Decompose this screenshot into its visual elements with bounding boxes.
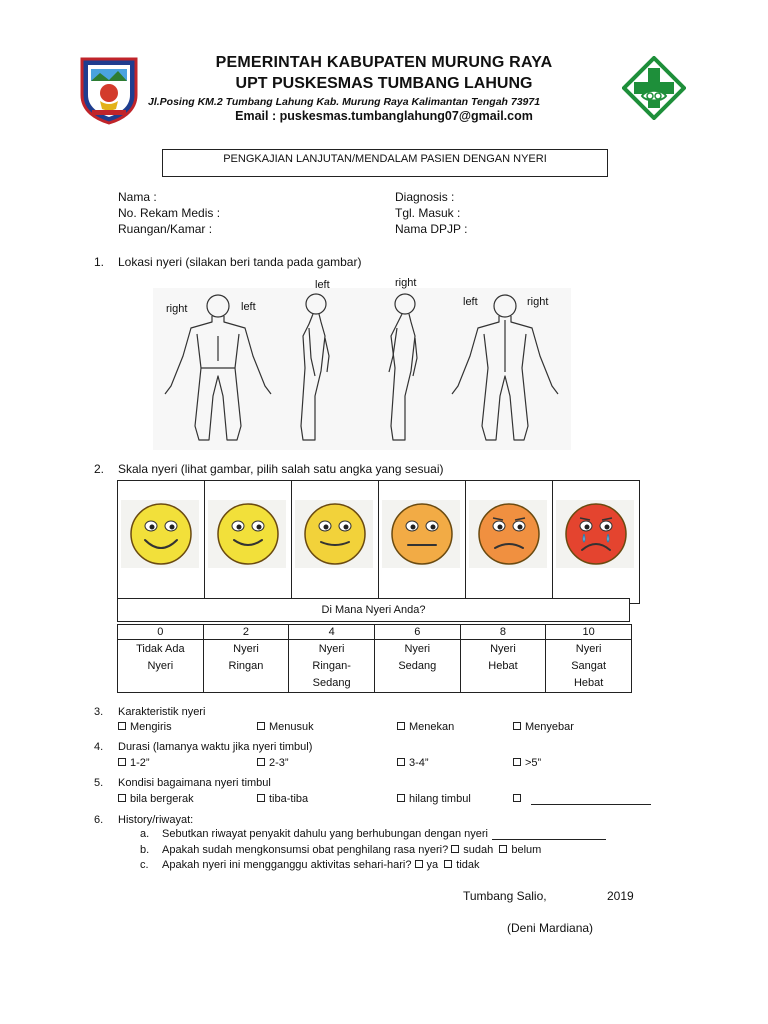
label-right-front: right: [166, 303, 188, 315]
scale-value-4[interactable]: 4: [289, 625, 375, 640]
body-figures-diagram[interactable]: [153, 276, 571, 452]
option-over-5[interactable]: >5”: [513, 757, 541, 769]
section5-heading: Kondisi bagaimana nyeri timbul: [118, 777, 271, 789]
option-3-4[interactable]: 3-4”: [397, 757, 429, 769]
signature-place: Tumbang Salio,: [463, 889, 547, 903]
label-right-back: right: [527, 296, 549, 308]
signature-name: (Deni Mardiana): [507, 921, 594, 935]
scale-label-8: Nyeri Hebat: [460, 640, 546, 693]
face-pupil-right: [170, 525, 175, 530]
face-head: [218, 504, 278, 564]
section3-number: 3.: [94, 706, 104, 718]
other-blank-line[interactable]: [531, 804, 651, 805]
scale-label-0: Tidak Ada Nyeri: [118, 640, 204, 693]
checkbox[interactable]: [118, 794, 126, 802]
face-6-icon: [380, 482, 464, 597]
face-cell-2[interactable]: [205, 481, 292, 604]
checkbox[interactable]: [257, 794, 265, 802]
face-pupil-left: [498, 525, 503, 530]
scale-value-2[interactable]: 2: [203, 625, 289, 640]
option-1-2[interactable]: 1-2”: [118, 757, 150, 769]
body-side-left-figure: [301, 294, 329, 440]
option-other[interactable]: [513, 793, 651, 805]
history-c-label: c.: [140, 859, 149, 871]
section2-number: 2.: [94, 462, 105, 476]
face-pupil-left: [411, 525, 416, 530]
field-rekam-medis: No. Rekam Medis :: [118, 206, 221, 220]
face-pupil-right: [518, 525, 523, 530]
face-8-icon: [467, 482, 551, 597]
scale-label-6: Nyeri Sedang: [374, 640, 460, 693]
header-address: Jl.Posing KM.2 Tumbang Lahung Kab. Murung Raya Kalimantan Tengah 73971: [148, 96, 541, 108]
checkbox[interactable]: [118, 758, 126, 766]
body-back-figure: [452, 295, 558, 440]
signature-year: 2019: [607, 889, 634, 903]
field-dpjp: Nama DPJP :: [395, 222, 468, 236]
option-2-3[interactable]: 2-3”: [257, 757, 289, 769]
checkbox-ya[interactable]: [415, 860, 423, 868]
face-pupil-right: [431, 525, 436, 530]
section1-heading: Lokasi nyeri (silakan beri tanda pada gambar): [118, 255, 362, 269]
history-a-blank-line[interactable]: [492, 839, 606, 840]
face-10-icon: [554, 482, 638, 597]
label-left-side: left: [315, 279, 330, 291]
label-left-front: left: [241, 301, 256, 313]
history-b-label: b.: [140, 844, 150, 856]
face-0-icon: [119, 482, 203, 597]
option-menusuk[interactable]: Menusuk: [257, 721, 314, 733]
section4-heading: Durasi (lamanya waktu jika nyeri timbul): [118, 741, 313, 753]
face-pupil-left: [585, 525, 590, 530]
pain-face-table: [117, 480, 640, 604]
scale-value-0[interactable]: 0: [118, 625, 204, 640]
body-front-figure: [165, 295, 271, 440]
field-nama: Nama :: [118, 190, 157, 204]
checkbox[interactable]: [513, 722, 521, 730]
face-4-icon: [293, 482, 377, 597]
label-left-back: left: [463, 296, 478, 308]
header-government: PEMERINTAH KABUPATEN MURUNG RAYA: [215, 54, 553, 71]
checkbox-tidak[interactable]: [444, 860, 452, 868]
option-menekan[interactable]: Menekan: [397, 721, 454, 733]
face-cell-8[interactable]: [466, 481, 553, 604]
checkbox[interactable]: [257, 722, 265, 730]
checkbox[interactable]: [118, 722, 126, 730]
section6-number: 6.: [94, 814, 104, 826]
checkbox-sudah[interactable]: [451, 845, 459, 853]
field-diagnosis: Diagnosis :: [395, 190, 455, 204]
history-a-label: a.: [140, 828, 150, 840]
checkbox[interactable]: [397, 722, 405, 730]
history-c-row: Apakah nyeri ini mengganggu aktivitas sehari-hari? ya tidak: [162, 859, 480, 871]
face-head: [392, 504, 452, 564]
option-hilang-timbul[interactable]: hilang timbul: [397, 793, 471, 805]
face-pupil-right: [344, 525, 349, 530]
checkbox[interactable]: [397, 758, 405, 766]
face-pupil-left: [237, 525, 242, 530]
option-bila-bergerak[interactable]: bila bergerak: [118, 793, 194, 805]
label-right-side: right: [395, 277, 417, 289]
scale-value-8[interactable]: 8: [460, 625, 546, 640]
header-puskesmas: UPT PUSKESMAS TUMBANG LAHUNG: [235, 75, 533, 92]
scale-label-2: Nyeri Ringan: [203, 640, 289, 693]
checkbox-belum[interactable]: [499, 845, 507, 853]
face-head: [479, 504, 539, 564]
face-head: [131, 504, 191, 564]
scale-label-10: Nyeri Sangat Hebat: [546, 640, 632, 693]
face-pupil-left: [324, 525, 329, 530]
history-a-row: Sebutkan riwayat penyakit dahulu yang berhubungan dengan nyeri: [162, 828, 606, 840]
face-cell-10[interactable]: [553, 481, 640, 604]
body-side-right-figure: [389, 294, 417, 440]
face-2-icon: [206, 482, 290, 597]
scale-value-10[interactable]: 10: [546, 625, 632, 640]
checkbox[interactable]: [513, 794, 521, 802]
section6-heading: History/riwayat:: [118, 814, 194, 826]
face-head: [566, 504, 626, 564]
option-mengiris[interactable]: Mengiris: [118, 721, 172, 733]
face-cell-6[interactable]: [379, 481, 466, 604]
scale-value-6[interactable]: 6: [374, 625, 460, 640]
section2-heading: Skala nyeri (lihat gambar, pilih salah satu angka yang sesuai): [118, 462, 444, 476]
face-head: [305, 504, 365, 564]
checkbox[interactable]: [513, 758, 521, 766]
section5-number: 5.: [94, 777, 104, 789]
history-b-row: Apakah sudah mengkonsumsi obat penghilang rasa nyeri? sudah belum: [162, 844, 542, 856]
pain-question: Di Mana Nyeri Anda?: [117, 598, 630, 622]
option-tiba-tiba[interactable]: tiba-tiba: [257, 793, 308, 805]
checkbox[interactable]: [397, 794, 405, 802]
checkbox[interactable]: [257, 758, 265, 766]
pain-scale-labels: [117, 624, 632, 693]
face-pupil-right: [605, 525, 610, 530]
scale-label-4: Nyeri Ringan- Sedang: [289, 640, 375, 693]
face-pupil-right: [257, 525, 262, 530]
field-ruangan: Ruangan/Kamar :: [118, 222, 213, 236]
form-title: PENGKAJIAN LANJUTAN/MENDALAM PASIEN DENGAN NYERI: [162, 149, 608, 177]
header-email: Email : puskesmas.tumbanglahung07@gmail.com: [235, 109, 533, 123]
section4-number: 4.: [94, 741, 104, 753]
face-cell-0[interactable]: [118, 481, 205, 604]
section1-number: 1.: [94, 255, 105, 269]
field-tgl-masuk: Tgl. Masuk :: [395, 206, 461, 220]
face-pupil-left: [150, 525, 155, 530]
face-cell-4[interactable]: [292, 481, 379, 604]
option-menyebar[interactable]: Menyebar: [513, 721, 574, 733]
section3-heading: Karakteristik nyeri: [118, 706, 206, 718]
